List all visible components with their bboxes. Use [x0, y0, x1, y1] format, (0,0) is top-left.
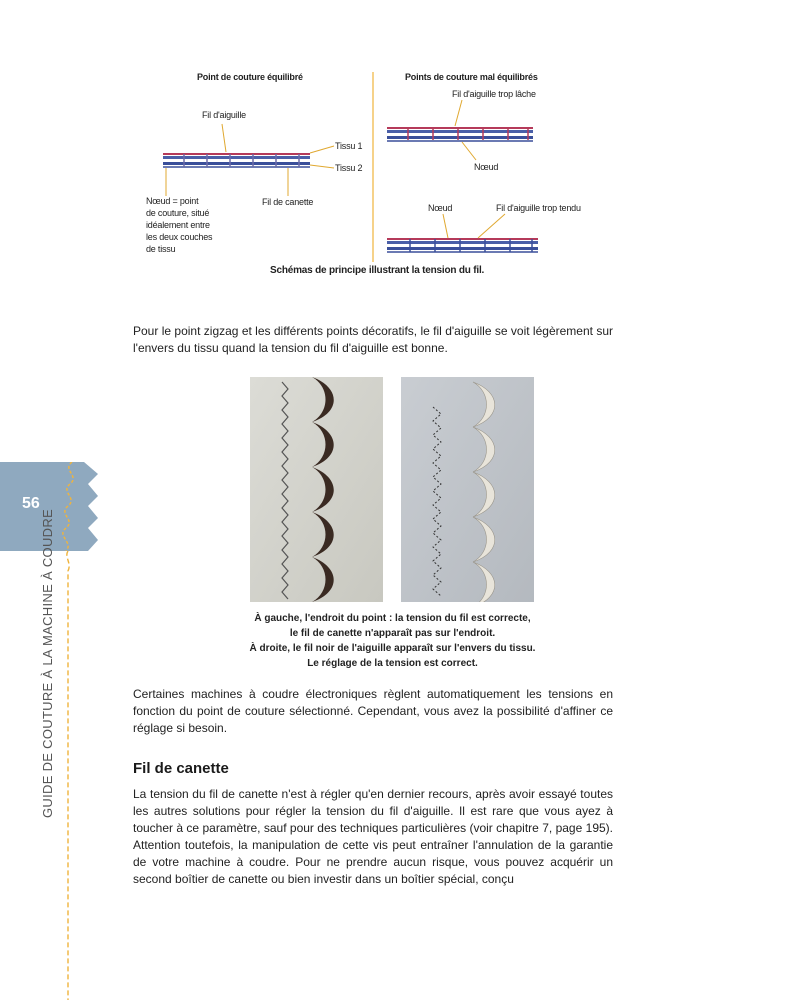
paragraph-zigzag: Pour le point zigzag et les différents points décoratifs, le fil d'aiguille se voit légèrement sur l'envers du tissu quand la tension du fil d'aiguille est bonne. — [133, 324, 613, 355]
spine-title: GUIDE DE COUTURE À LA MACHINE À COUDRE — [40, 509, 55, 818]
label-knot-note: Nœud = point de couture, situé idéalement entre les deux couches de tissu — [146, 196, 213, 254]
diagram-caption: Schémas de principe illustrant la tension du fil. — [270, 265, 485, 276]
label-fabric-1: Tissu 1 — [335, 141, 363, 151]
photo-caption: À gauche, l'endroit du point : la tension du fil est correcte, le fil de canette n'apparaît pas sur l'endroit. À droite, le fil noir de l'aiguille apparaît sur l'envers du tissu. Le réglage de la tension est correct. — [249, 613, 536, 669]
paragraph-auto-tension: Certaines machines à coudre électroniques règlent automatiquement les tensions en fonction du point de couture sélectionné. Cependant, vous avez la possibilité d'affiner ce réglage si besoin. — [133, 687, 613, 735]
label-knot-loose: Nœud — [474, 162, 499, 172]
label-too-tight: Fil d'aiguille trop tendu — [496, 203, 581, 213]
label-fabric-2: Tissu 2 — [335, 163, 363, 173]
unbalanced-title: Points de couture mal équilibrés — [405, 72, 538, 82]
label-too-loose: Fil d'aiguille trop lâche — [452, 89, 536, 99]
photo-stitch-back — [401, 377, 534, 602]
page-number: 56 — [22, 495, 40, 512]
tight-stitch-graphic — [387, 214, 538, 252]
photo-stitch-front — [250, 377, 383, 602]
margin-dashed-line — [62, 551, 74, 1000]
stitch-diagram-graphics — [0, 0, 785, 270]
label-bobbin-thread: Fil de canette — [262, 197, 314, 207]
label-needle-thread: Fil d'aiguille — [202, 110, 246, 120]
loose-stitch-graphic — [387, 100, 533, 160]
section-title-bobbin: Fil de canette — [133, 760, 229, 777]
balanced-stitch-graphic — [163, 124, 334, 196]
label-knot-tight: Nœud — [428, 203, 453, 213]
paragraph-bobbin: La tension du fil de canette n'est à régler qu'en dernier recours, après avoir essayé toutes les autres solutions pour régler la tension du fil d'aiguille. Il est rare que vous ayez à toucher à ce paramètre, sauf pour des techniques particulières (voir chapitre 7, page 195). Attention toutefois, la manipulation de cette vis peut entraîner l'annulation de la garantie de votre machine à coudre. Pour ne prendre aucun risque, vous pouvez acquérir un second boîtier de canette ou bien investir dans un boîtier spécial, conçu — [133, 787, 613, 886]
balanced-title: Point de couture équilibré — [197, 72, 303, 82]
